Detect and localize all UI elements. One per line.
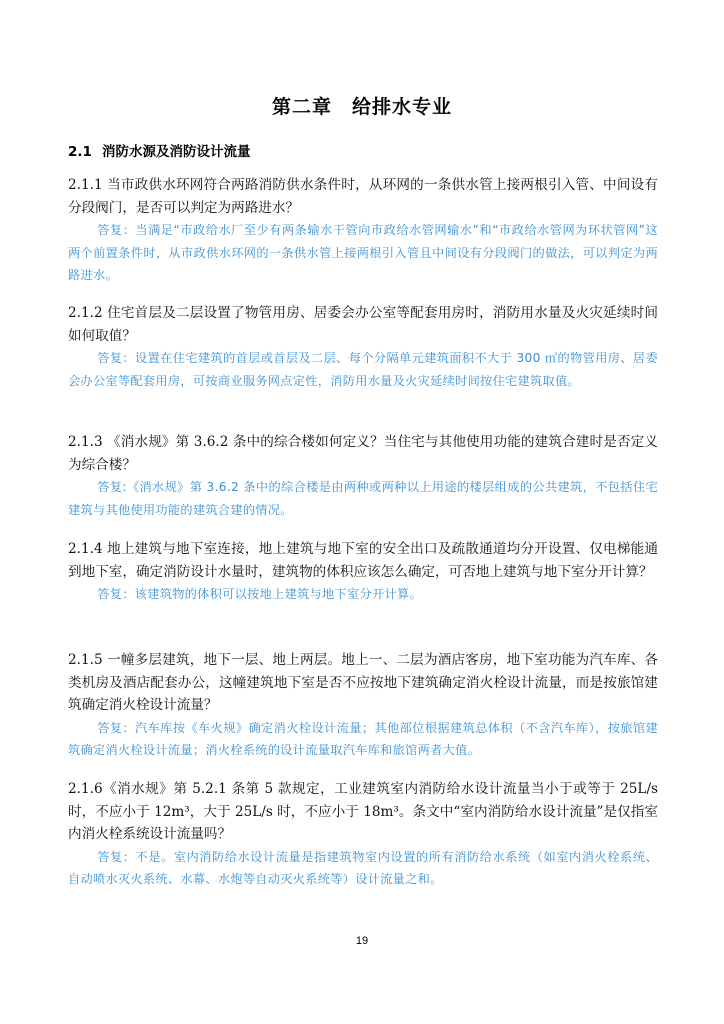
section-heading bbox=[68, 140, 251, 160]
question-text: 2.1.4 地上建筑与地下室连接，地上建筑与地下室的安全出口及疏散通道均分开设置、仅电梯能通到地下室，确定消防设计水量时，建筑物的体积应该怎么确定，可否地上建筑与地下室分开计算？ bbox=[68, 541, 658, 580]
answer-text: 答复：该建筑物的体积可以按地上建筑与地下室分开计算。 bbox=[97, 587, 422, 601]
chapter-title: 第二章 给排水专业 bbox=[271, 96, 452, 118]
answer-text: 答复:《消水规》第 3.6.2 条中的综合楼是由两种或两种以上用途的楼层组成的公共建筑，不包括住宅建筑与其他使用功能的建筑合建的情况。 bbox=[68, 480, 658, 517]
answer-text: 答复：设置在住宅建筑的首层或首层及二层、每个分隔单元建筑面积不大于 300 ㎡的物管用房、居委会办公室等配套用房，可按商业服务网点定性，消防用水量及火灾延续时间按住宅建筑取值。 bbox=[68, 351, 658, 388]
question-text: 2.1.6《消水规》第 5.2.1 条第 5 款规定，工业建筑室内消防给水设计流量当小于或等于 25L/s 时，不应小于 12m³，大于 25L/s 时，不应小于 18m³。条文中“室内消防给水设计流量”是仅指室内消火栓系统设计流量吗？ bbox=[68, 781, 658, 842]
qa-item bbox=[68, 302, 658, 392]
answer-text: 答复：汽车库按《车火规》确定消火栓设计流量；其他部位根据建筑总体积（不含汽车库），按旅馆建筑确定消火栓设计流量；消火栓系统的设计流量取汽车库和旅馆两者大值。 bbox=[68, 720, 658, 757]
qa-item bbox=[68, 778, 658, 891]
answer-text: 答复：当满足“市政给水厂至少有两条输水干管向市政给水管网输水”和“市政给水管网为环状管网”这两个前置条件时，从市政供水环网的一条供水管上接两根引入管且中间设有分段阀门的做法，可以判定为两路进水。 bbox=[68, 223, 658, 282]
qa-item bbox=[68, 538, 658, 606]
answer-text: 答复：不是。室内消防给水设计流量是指建筑物室内设置的所有消防给水系统（如室内消火栓系统、自动喷水灭火系统、水幕、水炮等自动灭火系统等）设计流量之和。 bbox=[68, 849, 658, 886]
qa-item bbox=[68, 649, 658, 762]
question-text: 2.1.5 一幢多层建筑，地下一层、地上两层。地上一、二层为酒店客房，地下室功能为汽车库、各类机房及酒店配套办公，这幢建筑地下室是否不应按地下建筑确定消火栓设计流量，而是按旅馆建筑确定消火栓设计流量？ bbox=[68, 652, 658, 713]
question-text: 2.1.1 当市政供水环网符合两路消防供水条件时，从环网的一条供水管上接两根引入管、中间设有分段阀门，是否可以判定为两路进水？ bbox=[68, 177, 658, 216]
qa-item bbox=[68, 431, 658, 521]
question-text: 2.1.3 《消水规》第 3.6.2 条中的综合楼如何定义？当住宅与其他使用功能的建筑合建时是否定义为综合楼？ bbox=[68, 434, 658, 473]
qa-item bbox=[68, 174, 658, 287]
section-title: 消防水源及消防设计流量 bbox=[102, 144, 251, 160]
question-text: 2.1.2 住宅首层及二层设置了物管用房、居委会办公室等配套用房时，消防用水量及火灾延续时间如何取值？ bbox=[68, 305, 658, 344]
section-number: 2.1 bbox=[68, 144, 92, 160]
page-number: 19 bbox=[355, 935, 369, 947]
